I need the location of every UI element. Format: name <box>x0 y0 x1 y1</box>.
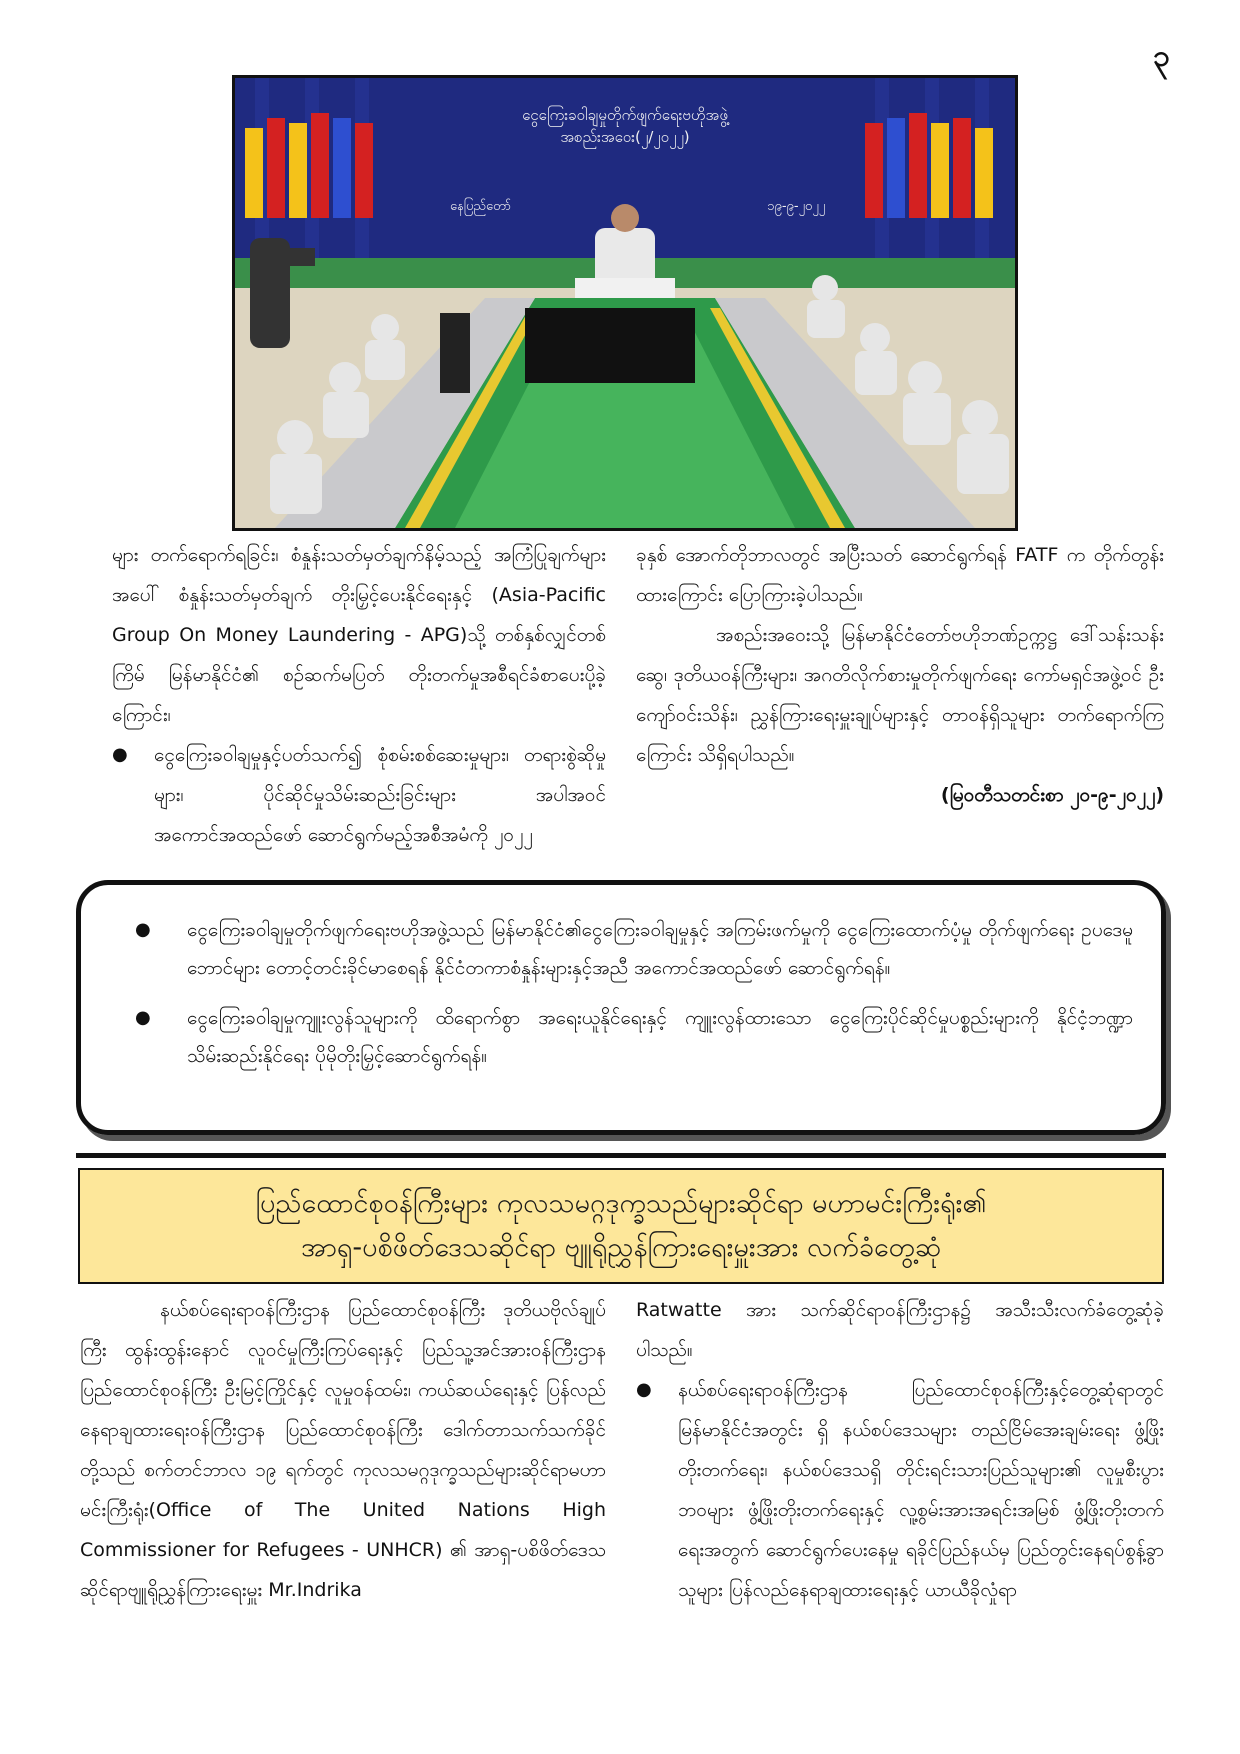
article-left-paragraph: နယ်စပ်ရေးရာဝန်ကြီးဌာန ပြည်ထောင်စုဝန်ကြီး ဒုတိယဗိုလ်ချုပ်ကြီး ထွန်းထွန်းနောင် လူဝင်မှုကြီးကြပ်ရေးနှင့် ပြည်သူ့အင်အားဝန်ကြီးဌာန ပြည်ထောင်စုဝန်ကြီး ဦးမြင့်ကြိုင်နှင့် လူမှုဝန်ထမ်း၊ ကယ်ဆယ်ရေးနှင့် ပြန်လည်နေရာချထားရေးဝန်ကြီးဌာန ပြည်ထောင်စုဝန်ကြီး ဒေါက်တာသက်သက်ခိုင်တို့သည် စက်တင်ဘာလ ၁၉ ရက်တွင် ကုလသမဂ္ဂဒုက္ခသည်များဆိုင်ရာမဟာမင်းကြီးရုံး(Office of The United Nations High Commissioner for Refugees - UNHCR) ၏ အာရှ-ပစိဖိတ်ဒေသဆိုင်ရာဗျူရိုညွှန်ကြားရေးမှူး Mr.Indrika <box>80 1299 606 1601</box>
photo-place-label: နေပြည်တော် <box>450 199 512 214</box>
page-number: ၃ <box>1153 39 1170 74</box>
article-headline <box>78 1168 1164 1284</box>
section-divider <box>76 1153 1166 1158</box>
article-right-paragraph: Ratwatte အား သက်ဆိုင်ရာဝန်ကြီးဌာန၌ အသီးသီးလက်ခံတွေ့ဆုံခဲ့ပါသည်။ <box>636 1299 1164 1361</box>
headline-line-2: အာရှ-ပစိဖိတ်ဒေသဆိုင်ရာ ဗျူရိုညွှန်ကြားရေးမှူးအား လက်ခံတွေ့ဆုံ <box>300 1232 942 1263</box>
right-paragraph-2: အစည်းအဝေးသို့ မြန်မာနိုင်ငံတော်ဗဟိုဘဏ်ဥက္ကဋ္ဌ ဒေါ်သန်းသန်းဆွေ၊ ဒုတိယဝန်ကြီးများ၊ အဂတိလိုက်စားမှုတိုက်ဖျက်ရေး ကော်မရှင်အဖွဲ့ဝင် ဦးကျော်ဝင်းသိန်း၊ ညွှန်ကြားရေးမှူးချုပ်များနှင့် တာဝန်ရှိသူများ တက်ရောက်ကြကြောင်း သိရှိရပါသည်။ <box>636 624 1164 766</box>
article-right-bullet: ● နယ်စပ်ရေးရာဝန်ကြီးဌာန ပြည်ထောင်စုဝန်ကြီးနှင့်တွေ့ဆုံရာတွင် မြန်မာနိုင်ငံအတွင်း ရှိ နယ်စပ်ဒေသများ တည်ငြိမ်အေးချမ်းရေး ဖွံ့ဖြိုးတိုးတက်ရေး၊ နယ်စပ်ဒေသရှိ တိုင်းရင်းသားပြည်သူများ၏ လူမှုစီးပွားဘဝများ ဖွံ့ဖြိုးတိုးတက်ရေးနှင့် လူ့စွမ်းအားအရင်းအမြစ် ဖွံ့ဖြိုးတိုးတက်ရေးအတွက် ဆောင်ရွက်ပေးနေမှု ရခိုင်ပြည်နယ်မှ ပြည်တွင်းနေရပ်စွန့်ခွာသူများ ပြန်လည်နေရာချထားရေးနှင့် ယာယီခိုလှုံရာ <box>636 1370 1164 1610</box>
article-right-column <box>636 1290 1164 1610</box>
photo-banner-line2: အစည်းအဝေး(၂/၂၀၂၂) <box>560 128 690 146</box>
photo-date-label: ၁၉-၉-၂၀၂၂ <box>767 199 825 214</box>
photo-banner-text <box>235 104 1015 148</box>
news-source: (မြဝတီသတင်းစာ ၂၀-၉-၂၀၂၂) <box>940 784 1164 806</box>
summary-box <box>76 880 1166 1135</box>
photo-banner-line1: ငွေကြေးခဝါချမှုတိုက်ဖျက်ရေးဗဟိုအဖွဲ့ <box>522 106 728 124</box>
right-paragraph-1: ခုနှစ် အောက်တိုဘာလတွင် အပြီးသတ် ဆောင်ရွက်ရန် FATF က တိုက်တွန်းထားကြောင်း ပြောကြားခဲ့ပါသည်။ <box>636 544 1164 606</box>
left-column <box>112 535 606 855</box>
headline-line-1: ပြည်ထောင်စုဝန်ကြီးများ ကုလသမဂ္ဂဒုက္ခသည်များဆိုင်ရာ မဟာမင်းကြီးရုံး၏ <box>255 1188 987 1219</box>
left-bullet: ● ငွေကြေးခဝါချမှုနှင့်ပတ်သက်၍ စုံစမ်းစစ်ဆေးမှုများ၊ တရားစွဲဆိုမှုများ၊ ပိုင်ဆိုင်မှုသိမ်းဆည်းခြင်းများ အပါအဝင် အကောင်အထည်ဖော် ဆောင်ရွက်မည့်အစီအမံကို ၂၀၂၂ <box>112 735 606 855</box>
left-paragraph: များ တက်ရောက်ရခြင်း၊ စံနှုန်းသတ်မှတ်ချက်နိမ့်သည့် အကြံပြုချက်များအပေါ် စံနှုန်းသတ်မှတ်ချက် တိုးမြှင့်ပေးနိုင်ရေးနှင့် (Asia-Pacific Group On Money Laundering - APG)သို့ တစ်နှစ်လျှင်တစ်ကြိမ် မြန်မာနိုင်ငံ၏ စဉ်ဆက်မပြတ် တိုးတက်မှုအစီရင်ခံစာပေးပို့ခဲ့ကြောင်း၊ <box>112 544 606 726</box>
summary-bullet-1: ● ငွေကြေးခဝါချမှုတိုက်ဖျက်ရေးဗဟိုအဖွဲ့သည် မြန်မာနိုင်ငံ၏ငွေကြေးခဝါချမှုနှင့် အကြမ်းဖက်မှုကို ငွေကြေးထောက်ပံ့မှု တိုက်ဖျက်ရေး ဥပဒေမူဘောင်များ တောင့်တင်းခိုင်မာစေရန် နိုင်ငံတကာစံနှုန်းများနှင့်အညီ အကောင်အထည်ဖော် ဆောင်ရွက်ရန်။ <box>135 911 1133 987</box>
summary-bullet-2: ● ငွေကြေးခဝါချမှုကျူးလွန်သူများကို ထိရောက်စွာ အရေးယူနိုင်ရေးနှင့် ကျူးလွန်ထားသော ငွေကြေးပိုင်ဆိုင်မှုပစ္စည်းများကို နိုင်ငံ့ဘဏ္ဍာသိမ်းဆည်းနိုင်ရေး ပိုမိုတိုးမြှင့်ဆောင်ရွက်ရန်။ <box>135 999 1133 1075</box>
article-left-column <box>80 1290 606 1610</box>
meeting-photo <box>232 75 1018 531</box>
right-column <box>636 535 1164 815</box>
